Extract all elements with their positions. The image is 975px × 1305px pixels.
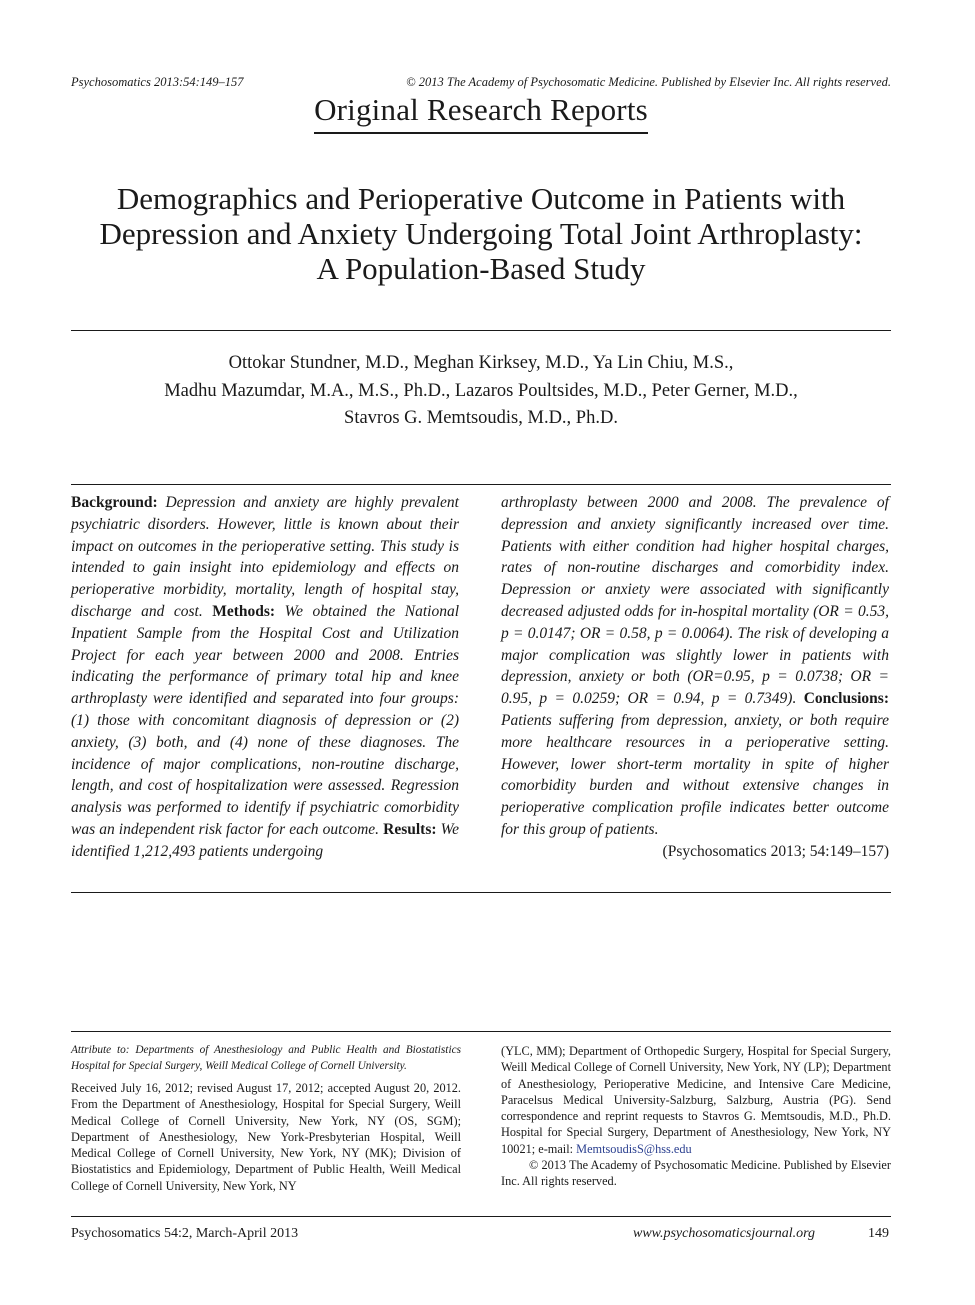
background-text: Depression and anxiety are highly prevalent psychiatric disorders. However, little is known about their impact on outcomes in the perioperative setting. This study is intended to gain insight into epidemiology and effects on perioperative morbidity, mortality, length of hospital stay, discharge and cost. bbox=[71, 494, 459, 620]
title-line-1: Demographics and Perioperative Outcome in Patients with bbox=[116, 181, 846, 216]
methods-label: Methods: bbox=[212, 602, 276, 620]
conclusions-text: Patients suffering from depression, anxiety, or both require more healthcare resources in a perioperative setting. However, lower short-term mortality in spite of higher comorbidity burden and without extensive changes in perioperative complication profile indicates better outcome for this group of patients. bbox=[501, 711, 889, 838]
methods-text: We obtained the National Inpatient Sample from the Hospital Cost and Utilization Project for each year between 2000 and 2008. Entries indicating the performance of primary total hip and knee arthroplasty were identified and separated into four groups: (1) those with concomitant diagnosis of depression or (2) anxiety, (3) both, and (4) none of these diagnoses. The incidence of major complications, non-routine discharge, length, and cost of hospitalization were assessed. Regression analysis was performed to identify if psychiatric comorbidity was an independent risk factor for each outcome. bbox=[71, 602, 459, 838]
title-divider bbox=[71, 330, 891, 331]
page-number: 149 bbox=[868, 1226, 889, 1241]
authors-line-3: Stavros G. Memtsoudis, M.D., Ph.D. bbox=[344, 408, 618, 428]
background-label: Background: bbox=[71, 494, 158, 511]
copyright-header: © 2013 The Academy of Psychosomatic Medicine. Published by Elsevier Inc. All rights reserved. bbox=[406, 75, 891, 89]
journal-reference: Psychosomatics 2013:54:149–157 bbox=[71, 75, 244, 89]
conclusions-label: Conclusions: bbox=[803, 690, 889, 708]
title-line-3: A Population-Based Study bbox=[316, 251, 646, 286]
footnote-rule bbox=[71, 1031, 891, 1032]
author-list bbox=[71, 350, 891, 433]
affiliations-continued bbox=[501, 1043, 891, 1157]
correspondence-email-link[interactable]: MemtsoudisS@hss.edu bbox=[576, 1141, 692, 1156]
abstract-bottom-rule bbox=[71, 892, 891, 893]
authors-line-1: Ottokar Stundner, M.D., Meghan Kirksey, M.D., Ya Lin Chiu, M.S., bbox=[228, 353, 734, 373]
abstract-top-rule bbox=[71, 484, 891, 485]
footnote-copyright: © 2013 The Academy of Psychosomatic Medicine. Published by Elsevier Inc. All rights reserved. bbox=[501, 1158, 891, 1189]
results-label: Results: bbox=[383, 820, 437, 838]
results-text-start: We identified 1,212,493 patients undergoing bbox=[71, 820, 459, 860]
article-title bbox=[71, 181, 891, 286]
section-title-text: Original Research Reports bbox=[314, 92, 648, 134]
footnotes-left bbox=[71, 1043, 461, 1194]
section-title bbox=[0, 92, 962, 134]
title-line-2: Depression and Anxiety Undergoing Total Joint Arthroplasty: bbox=[99, 216, 863, 251]
results-text-continued: arthroplasty between 2000 and 2008. The prevalence of depression and anxiety significantly increased over time. Patients with either condition had higher hospital charges, rates of non-routine discharges and comorbidity index. Depression or anxiety were associated with significantly decreased adjusted odds for in-hospital mortality (OR = 0.53, p = 0.0147; OR = 0.58, p = 0.0064). The risk of developing a major complication was slightly lower in patients with depression, anxiety or both (OR=0.95, p = 0.0738; OR = 0.95, p = 0.0259; OR = 0.94, p = 0.7349). bbox=[501, 494, 889, 708]
footer-issue: Psychosomatics 54:2, March-April 2013 bbox=[71, 1226, 299, 1241]
footer-journal-link[interactable]: www.psychosomaticsjournal.org bbox=[633, 1226, 816, 1241]
abstract-column-right bbox=[501, 492, 889, 863]
abstract-column-left bbox=[71, 492, 459, 863]
abstract-citation: (Psychosomatics 2013; 54:149–157) bbox=[662, 842, 889, 860]
received-affiliations: Received July 16, 2012; revised August 17, 2012; accepted August 20, 2012. From the Department of Anesthesiology, Hospital for Special Surgery, Weill Medical College of Cornell University, New York, NY (OS, SGM); Department of Anesthesiology, New York-Presbyterian Hospital, Weill Medical College of Cornell University, New York, NY (MK); Division of Biostatistics and Epidemiology, Department of Public Health, Weill Medical College of Cornell University, New York, NY bbox=[71, 1081, 461, 1193]
authors-line-2: Madhu Mazumdar, M.A., M.S., Ph.D., Lazaros Poultsides, M.D., Peter Gerner, M.D., bbox=[164, 380, 798, 401]
attribution-note: Attribute to: Departments of Anesthesiology and Public Health and Biostatistics Hospital for Special Surgery, Weill Medical College of Cornell University. bbox=[71, 1044, 461, 1072]
footer-rule bbox=[71, 1216, 891, 1217]
affiliations-text: (YLC, MM); Department of Orthopedic Surgery, Hospital for Special Surgery, Weill Medical College of Cornell University, New York, NY (LP); Department of Anesthesiology, Perioperative Medicine, and Intensive Care Medicine, Paracelsus Medical University-Salzburg, Salzburg, Austria (PG). Send correspondence and reprint requests to Stavros G. Memtsoudis, M.D., Ph.D. Hospital for Special Surgery, Department of Anesthesiology, New York, NY 10021; e-mail: bbox=[501, 1044, 891, 1156]
footnotes-right bbox=[501, 1043, 891, 1190]
